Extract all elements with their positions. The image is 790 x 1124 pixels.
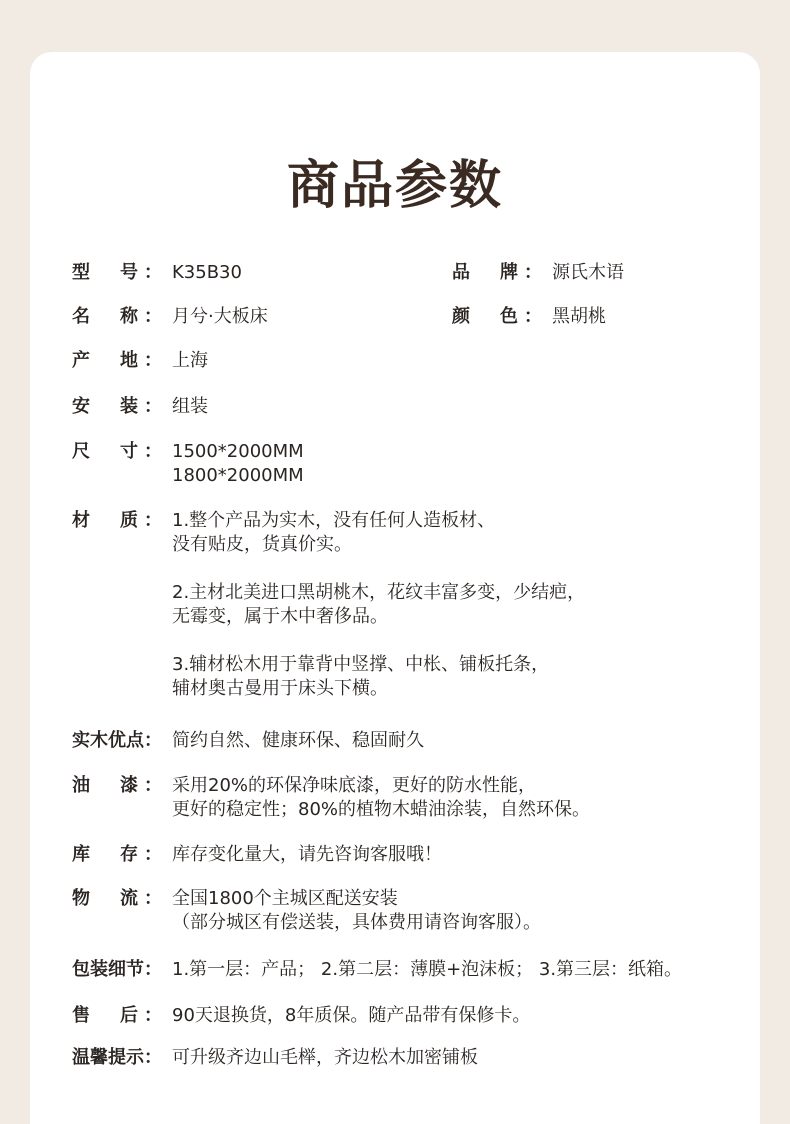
- param-aftersale-label: 售 后: [72, 1005, 138, 1026]
- param-stock-label: 库 存: [72, 844, 138, 865]
- param-advantage-value: 简约自然、健康环保、稳固耐久: [172, 730, 424, 751]
- param-packing-value: 1.第一层：产品； 2.第二层：薄膜+泡沫板； 3.第三层：纸箱。: [172, 959, 683, 980]
- param-brand-label: 品 牌: [452, 262, 518, 283]
- param-model-value: K35B30: [172, 262, 242, 283]
- param-color-label: 颜 色: [452, 306, 518, 327]
- param-model-label: 型 号: [72, 262, 138, 283]
- param-packing-label: 包装细节: [72, 959, 144, 980]
- param-logistics-value: 全国1800个主城区配送安装 （部分城区有偿送装，具体费用请咨询客服）。: [172, 888, 541, 933]
- param-name-value: 月兮·大板床: [172, 306, 268, 327]
- page-title: 商品参数: [286, 156, 503, 216]
- param-size-value: 1500*2000MM 1800*2000MM: [172, 441, 304, 486]
- param-logistics-label: 物 流: [72, 888, 138, 909]
- param-brand-value: 源氏木语: [552, 262, 624, 283]
- param-origin-value: 上海: [172, 350, 208, 371]
- param-install-value: 组装: [172, 396, 208, 417]
- param-material-value: 1.整个产品为实木，没有任何人造板材、 没有贴皮，货真价实。 2.主材北美进口黑胡桃木，花纹丰富多变，少结疤， 无霉变，属于木中奢侈品。 3.辅材松木用于靠背中竖撑、中枨、铺板托条， 辅材奥古曼用于床头下横。: [172, 510, 586, 699]
- param-advantage-label: 实木优点: [72, 730, 144, 751]
- param-paint-value: 采用20%的环保净味底漆，更好的防水性能， 更好的稳定性；80%的植物木蜡油涂装，自然环保。: [172, 775, 591, 820]
- param-tips-value: 可升级齐边山毛榉，齐边松木加密铺板: [172, 1047, 478, 1068]
- param-origin-label: 产 地: [72, 350, 138, 371]
- param-stock-value: 库存变化量大，请先咨询客服哦！: [172, 844, 442, 865]
- param-name-label: 名 称: [72, 306, 138, 327]
- param-size-label: 尺 寸: [72, 441, 138, 462]
- param-paint-label: 油 漆: [72, 775, 138, 796]
- param-aftersale-value: 90天退换货，8年质保。随产品带有保修卡。: [172, 1005, 531, 1026]
- param-material-label: 材 质: [72, 510, 138, 531]
- param-install-label: 安 装: [72, 396, 138, 417]
- param-color-value: 黑胡桃: [552, 306, 606, 327]
- param-tips-label: 温馨提示: [72, 1047, 144, 1068]
